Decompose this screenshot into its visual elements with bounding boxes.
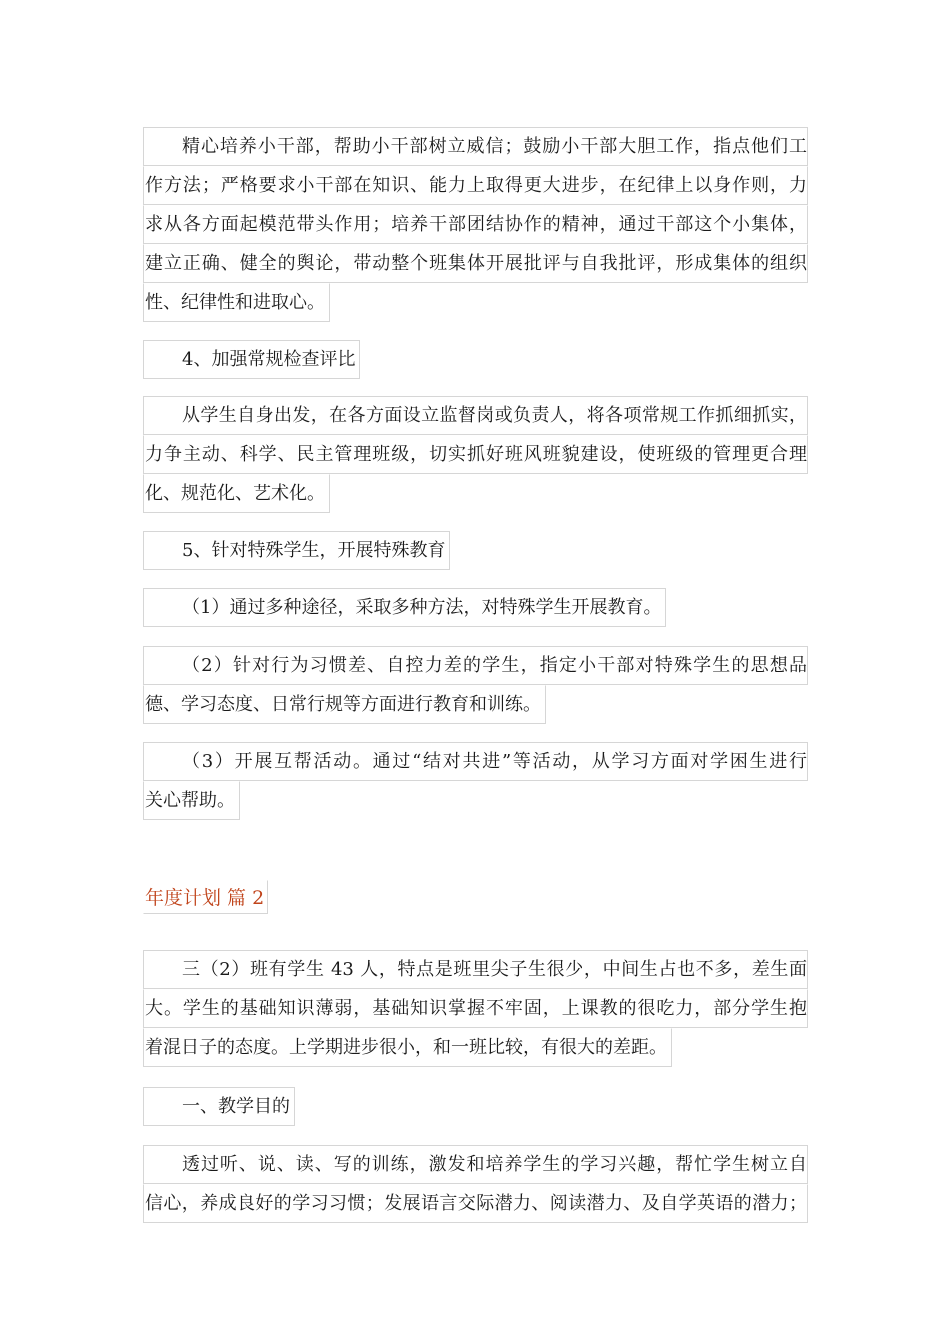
text-line: 从学生自身出发，在各方面设立监督岗或负责人，将各项常规工作抓细抓实， <box>143 396 808 435</box>
paragraph-cadre-training <box>143 127 808 326</box>
text-line: 性、纪律性和进取心。 <box>143 283 330 322</box>
list-item-2 <box>143 646 808 728</box>
paragraph-teaching-goal <box>143 1145 808 1223</box>
text-line: 关心帮助。 <box>143 781 240 820</box>
text-line: 建立正确、健全的舆论，带动整个班集体开展批评与自我批评，形成集体的组织 <box>143 244 808 283</box>
text-line: 化、规范化、艺术化。 <box>143 474 330 513</box>
text-line: 一、教学目的 <box>143 1087 295 1126</box>
text-line: 三（2）班有学生 43 人，特点是班里尖子生很少，中间生占也不多，差生面 <box>143 950 808 989</box>
text-line: 透过听、说、读、写的训练，激发和培养学生的学习兴趣，帮忙学生树立自 <box>143 1145 808 1184</box>
text-line: 5、针对特殊学生，开展特殊教育 <box>143 531 450 570</box>
text-line: （3）开展互帮活动。通过“结对共进”等活动，从学习方面对学困生进行 <box>143 742 808 781</box>
section-heading: 年度计划 篇 2 <box>143 880 268 914</box>
subheading-teaching-objective <box>143 1087 808 1130</box>
text-line: 4、加强常规检查评比 <box>143 340 360 379</box>
text-line: 力争主动、科学、民主管理班级，切实抓好班风班貌建设，使班级的管理更合理 <box>143 435 808 474</box>
list-item-1 <box>143 588 808 631</box>
paragraph-supervision <box>143 396 808 517</box>
text-line: 大。学生的基础知识薄弱，基础知识掌握不牢固，上课教的很吃力，部分学生抱 <box>143 989 808 1028</box>
text-line: 作方法；严格要求小干部在知识、能力上取得更大进步，在纪律上以身作则，力 <box>143 166 808 205</box>
text-line: （2）针对行为习惯差、自控力差的学生，指定小干部对特殊学生的思想品 <box>143 646 808 685</box>
paragraph-class-overview <box>143 950 808 1071</box>
text-line: （1）通过多种途径，采取多种方法，对特殊学生开展教育。 <box>143 588 666 627</box>
subheading-routine-inspection <box>143 340 808 383</box>
list-item-3 <box>143 742 808 824</box>
text-line: 着混日子的态度。上学期进步很小，和一班比较，有很大的差距。 <box>143 1028 672 1067</box>
subheading-special-students <box>143 531 808 574</box>
text-line: 信心，养成良好的学习习惯；发展语言交际潜力、阅读潜力、及自学英语的潜力； <box>143 1184 808 1223</box>
text-line: 德、学习态度、日常行规等方面进行教育和训练。 <box>143 685 546 724</box>
text-line: 求从各方面起模范带头作用；培养干部团结协作的精神，通过干部这个小集体， <box>143 205 808 244</box>
text-line: 精心培养小干部，帮助小干部树立威信；鼓励小干部大胆工作，指点他们工 <box>143 127 808 166</box>
